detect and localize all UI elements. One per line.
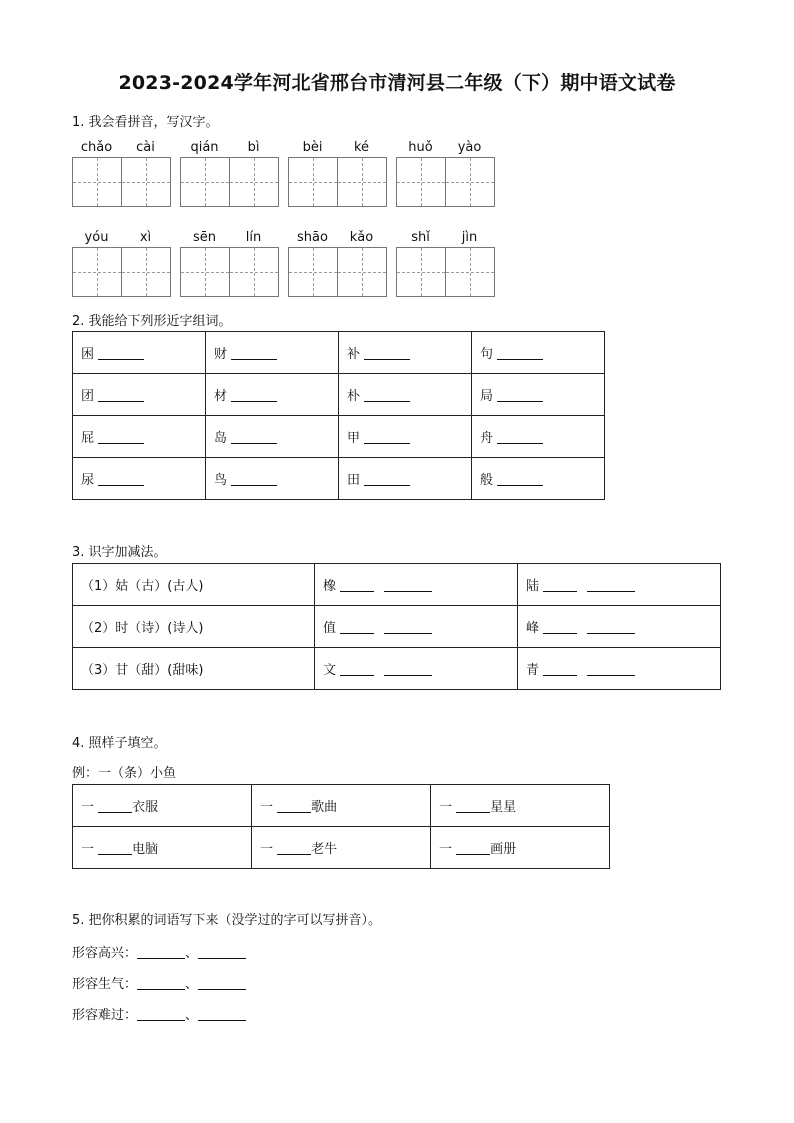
vocabulary-line bbox=[72, 942, 246, 961]
tianzige-box[interactable] bbox=[445, 158, 494, 206]
answer-blank[interactable] bbox=[456, 799, 490, 813]
tianzige-box[interactable] bbox=[73, 158, 121, 206]
character-label: 材 bbox=[214, 389, 228, 404]
answer-blank[interactable] bbox=[231, 388, 277, 402]
answer-blank[interactable] bbox=[340, 662, 374, 676]
table-cell bbox=[73, 458, 206, 500]
pinyin-word-group bbox=[396, 229, 495, 297]
question-3-label: 3. 识字加减法。 bbox=[72, 545, 167, 560]
pinyin-label: jìn bbox=[461, 230, 478, 245]
noun-label: 星星 bbox=[490, 800, 517, 815]
pinyin-label: bèi bbox=[302, 140, 323, 155]
answer-blank[interactable] bbox=[137, 1007, 185, 1021]
example-cell bbox=[73, 648, 315, 690]
table-cell bbox=[431, 785, 610, 827]
character-label: 鸟 bbox=[214, 473, 228, 488]
table-cell bbox=[472, 374, 605, 416]
table-cell bbox=[315, 564, 518, 606]
vocabulary-line bbox=[72, 973, 246, 992]
noun-label: 衣服 bbox=[132, 800, 159, 815]
table-cell bbox=[315, 648, 518, 690]
answer-blank[interactable] bbox=[587, 620, 635, 634]
tianzige-box[interactable] bbox=[445, 248, 494, 296]
prefix-one: 一 bbox=[260, 800, 274, 815]
pinyin-label: huǒ bbox=[408, 140, 433, 155]
answer-blank[interactable] bbox=[231, 346, 277, 360]
table-row bbox=[73, 332, 605, 374]
character-label: 财 bbox=[214, 347, 228, 362]
character-label: 屁 bbox=[81, 431, 95, 446]
answer-blank[interactable] bbox=[497, 472, 543, 486]
writing-boxes bbox=[180, 157, 279, 207]
table-cell bbox=[206, 332, 339, 374]
character-label: 田 bbox=[347, 473, 361, 488]
table-cell bbox=[73, 785, 252, 827]
answer-blank[interactable] bbox=[497, 430, 543, 444]
pinyin-label: shāo bbox=[297, 230, 328, 245]
tianzige-box[interactable] bbox=[121, 158, 170, 206]
character-label: 舟 bbox=[480, 431, 494, 446]
example-text: （1）姑（古）(古人) bbox=[81, 579, 204, 594]
character-label: 峰 bbox=[526, 621, 540, 636]
prefix-one: 一 bbox=[81, 800, 95, 815]
writing-boxes bbox=[288, 157, 387, 207]
character-label: 句 bbox=[480, 347, 494, 362]
writing-boxes bbox=[72, 157, 171, 207]
answer-blank[interactable] bbox=[587, 578, 635, 592]
character-label: 青 bbox=[526, 663, 540, 678]
pinyin-word-group bbox=[180, 229, 279, 297]
writing-boxes bbox=[72, 247, 171, 297]
pinyin-labels bbox=[396, 229, 495, 247]
answer-blank[interactable] bbox=[98, 841, 132, 855]
answer-blank[interactable] bbox=[98, 430, 144, 444]
separator: 、 bbox=[185, 977, 199, 992]
pinyin-label: sēn bbox=[192, 230, 216, 245]
pinyin-labels bbox=[288, 139, 387, 157]
pinyin-labels bbox=[72, 229, 171, 247]
question-2-label: 2. 我能给下列形近字组词。 bbox=[72, 314, 232, 329]
pinyin-label: yóu bbox=[84, 230, 109, 245]
pinyin-labels bbox=[72, 139, 171, 157]
tianzige-box[interactable] bbox=[181, 158, 229, 206]
table-row bbox=[73, 374, 605, 416]
tianzige-box[interactable] bbox=[121, 248, 170, 296]
character-label: 补 bbox=[347, 347, 361, 362]
table-cell bbox=[472, 416, 605, 458]
writing-boxes bbox=[396, 157, 495, 207]
pinyin-word-group bbox=[396, 139, 495, 207]
separator: 、 bbox=[185, 1008, 199, 1023]
table-cell bbox=[206, 374, 339, 416]
table-cell bbox=[252, 827, 431, 869]
answer-blank[interactable] bbox=[456, 841, 490, 855]
answer-blank[interactable] bbox=[137, 945, 185, 959]
answer-blank[interactable] bbox=[198, 945, 246, 959]
table-cell bbox=[472, 458, 605, 500]
table-row bbox=[73, 606, 721, 648]
separator: 、 bbox=[185, 946, 199, 961]
table-cell bbox=[73, 416, 206, 458]
answer-blank[interactable] bbox=[543, 662, 577, 676]
prefix-one: 一 bbox=[260, 842, 274, 857]
pinyin-label: chǎo bbox=[80, 140, 113, 155]
pinyin-label: bì bbox=[247, 140, 260, 155]
answer-blank[interactable] bbox=[497, 388, 543, 402]
table-row bbox=[73, 416, 605, 458]
writing-boxes bbox=[180, 247, 279, 297]
tianzige-box[interactable] bbox=[73, 248, 121, 296]
character-label: 困 bbox=[81, 347, 95, 362]
character-label: 甲 bbox=[347, 431, 361, 446]
answer-blank[interactable] bbox=[137, 976, 185, 990]
vocabulary-line bbox=[72, 1004, 246, 1023]
answer-blank[interactable] bbox=[198, 976, 246, 990]
answer-blank[interactable] bbox=[364, 388, 410, 402]
table-cell bbox=[472, 332, 605, 374]
pinyin-word-group bbox=[72, 139, 171, 207]
example-text: （2）时（诗）(诗人) bbox=[81, 621, 204, 636]
answer-blank[interactable] bbox=[98, 346, 144, 360]
answer-blank[interactable] bbox=[497, 346, 543, 360]
answer-blank[interactable] bbox=[587, 662, 635, 676]
pinyin-label: yào bbox=[457, 140, 482, 155]
table-cell bbox=[339, 416, 472, 458]
pinyin-word-group bbox=[288, 229, 387, 297]
noun-label: 老牛 bbox=[311, 842, 338, 857]
table-cell bbox=[206, 416, 339, 458]
table-cell bbox=[339, 458, 472, 500]
tianzige-box[interactable] bbox=[289, 158, 337, 206]
answer-blank[interactable] bbox=[277, 841, 311, 855]
answer-blank[interactable] bbox=[543, 578, 577, 592]
answer-blank[interactable] bbox=[384, 578, 432, 592]
table-cell bbox=[339, 332, 472, 374]
table-cell bbox=[518, 564, 721, 606]
table-cell bbox=[339, 374, 472, 416]
answer-blank[interactable] bbox=[98, 799, 132, 813]
pinyin-label: lín bbox=[245, 230, 262, 245]
table-cell bbox=[73, 827, 252, 869]
table-cell bbox=[252, 785, 431, 827]
answer-blank[interactable] bbox=[384, 662, 432, 676]
pinyin-row-2 bbox=[72, 229, 495, 297]
pinyin-row-1 bbox=[72, 139, 495, 207]
pinyin-label: shǐ bbox=[411, 230, 430, 245]
table-cell bbox=[518, 606, 721, 648]
table-row bbox=[73, 785, 610, 827]
noun-label: 画册 bbox=[490, 842, 517, 857]
table-cell bbox=[206, 458, 339, 500]
pinyin-labels bbox=[288, 229, 387, 247]
table-row bbox=[73, 827, 610, 869]
character-label: 文 bbox=[323, 663, 337, 678]
pinyin-labels bbox=[180, 139, 279, 157]
character-label: 朴 bbox=[347, 389, 361, 404]
answer-blank[interactable] bbox=[543, 620, 577, 634]
pinyin-label: ké bbox=[353, 140, 370, 155]
answer-blank[interactable] bbox=[364, 472, 410, 486]
example-text: （3）甘（甜）(甜味) bbox=[81, 663, 204, 678]
tianzige-box[interactable] bbox=[397, 158, 445, 206]
answer-blank[interactable] bbox=[198, 1007, 246, 1021]
character-label: 尿 bbox=[81, 473, 95, 488]
pinyin-label: xì bbox=[139, 230, 152, 245]
table-row bbox=[73, 458, 605, 500]
question-4-label: 4. 照样子填空。 bbox=[72, 736, 167, 751]
example-cell bbox=[73, 564, 315, 606]
tianzige-box[interactable] bbox=[229, 248, 278, 296]
answer-blank[interactable] bbox=[364, 346, 410, 360]
question-1-label: 1. 我会看拼音，写汉字。 bbox=[72, 115, 219, 130]
noun-label: 歌曲 bbox=[311, 800, 338, 815]
noun-label: 电脑 bbox=[132, 842, 159, 857]
pinyin-label: kǎo bbox=[349, 230, 374, 245]
pinyin-word-group bbox=[72, 229, 171, 297]
vocabulary-prompt: 形容难过： bbox=[72, 1008, 138, 1023]
answer-blank[interactable] bbox=[98, 388, 144, 402]
character-label: 般 bbox=[480, 473, 494, 488]
table-cell bbox=[431, 827, 610, 869]
prefix-one: 一 bbox=[81, 842, 95, 857]
answer-blank[interactable] bbox=[231, 430, 277, 444]
pinyin-word-group bbox=[288, 139, 387, 207]
answer-blank[interactable] bbox=[98, 472, 144, 486]
table-cell bbox=[73, 332, 206, 374]
pinyin-label: cài bbox=[136, 140, 155, 155]
vocabulary-prompt: 形容生气： bbox=[72, 977, 138, 992]
table-row bbox=[73, 564, 721, 606]
answer-blank[interactable] bbox=[277, 799, 311, 813]
answer-blank[interactable] bbox=[384, 620, 432, 634]
tianzige-box[interactable] bbox=[337, 248, 386, 296]
tianzige-box[interactable] bbox=[397, 248, 445, 296]
tianzige-box[interactable] bbox=[289, 248, 337, 296]
example-cell bbox=[73, 606, 315, 648]
character-label: 橡 bbox=[323, 579, 337, 594]
table-cell bbox=[73, 374, 206, 416]
question-5-label: 5. 把你积累的词语写下来（没学过的字可以写拼音）。 bbox=[72, 913, 382, 928]
table-cell bbox=[518, 648, 721, 690]
answer-blank[interactable] bbox=[231, 472, 277, 486]
answer-blank[interactable] bbox=[364, 430, 410, 444]
tianzige-box[interactable] bbox=[181, 248, 229, 296]
tianzige-box[interactable] bbox=[229, 158, 278, 206]
character-label: 值 bbox=[323, 621, 337, 636]
table-cell bbox=[315, 606, 518, 648]
answer-blank[interactable] bbox=[340, 578, 374, 592]
writing-boxes bbox=[288, 247, 387, 297]
character-label: 局 bbox=[480, 389, 494, 404]
prefix-one: 一 bbox=[439, 800, 453, 815]
vocabulary-prompt: 形容高兴： bbox=[72, 946, 138, 961]
pinyin-word-group bbox=[180, 139, 279, 207]
character-addition-table bbox=[72, 563, 721, 690]
answer-blank[interactable] bbox=[340, 620, 374, 634]
table-row bbox=[73, 648, 721, 690]
pinyin-labels bbox=[180, 229, 279, 247]
writing-boxes bbox=[396, 247, 495, 297]
pinyin-labels bbox=[396, 139, 495, 157]
character-label: 陆 bbox=[526, 579, 540, 594]
pinyin-label: qián bbox=[190, 140, 219, 155]
prefix-one: 一 bbox=[439, 842, 453, 857]
tianzige-box[interactable] bbox=[337, 158, 386, 206]
question-4-example: 例：一（条）小鱼 bbox=[72, 766, 177, 781]
page-title: 2023-2024学年河北省邢台市清河县二年级（下）期中语文试卷 bbox=[118, 72, 676, 94]
measure-word-table bbox=[72, 784, 610, 869]
similar-characters-table bbox=[72, 331, 605, 500]
character-label: 团 bbox=[81, 389, 95, 404]
character-label: 岛 bbox=[214, 431, 228, 446]
